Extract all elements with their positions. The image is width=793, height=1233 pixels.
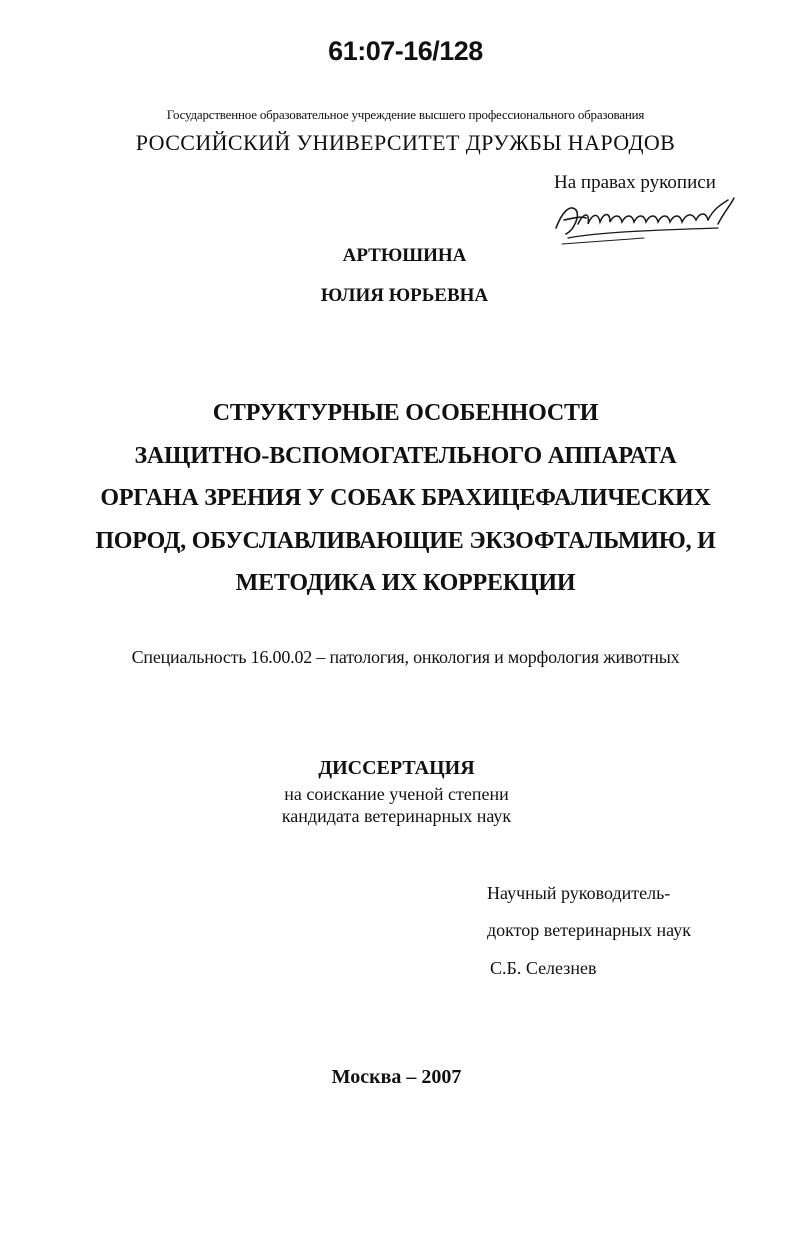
title-line: ПОРОД, ОБУСЛАВЛИВАЮЩИЕ ЭКЗОФТАЛЬМИЮ, И (95, 527, 716, 554)
title-line: МЕТОДИКА ИХ КОРРЕКЦИИ (235, 570, 576, 596)
manuscript-note: На правах рукописи (554, 172, 716, 193)
supervisor-name: С.Б. Селезнев (490, 958, 597, 978)
degree-line-1: на соискание ученой степени (284, 784, 509, 804)
title-line: ОРГАНА ЗРЕНИЯ У СОБАК БРАХИЦЕФАЛИЧЕСКИХ (100, 485, 711, 511)
author-given-names: ЮЛИЯ ЮРЬЕВНА (320, 285, 489, 306)
specialty-line: Специальность 16.00.02 – патология, онкология и морфология животных (131, 647, 680, 667)
degree-line-2: кандидата ветеринарных наук (281, 806, 512, 826)
title-line: ЗАЩИТНО-ВСПОМОГАТЕЛЬНОГО АППАРАТА (134, 442, 677, 469)
author-surname: АРТЮШИНА (342, 245, 467, 266)
university-name: РОССИЙСКИЙ УНИВЕРСИТЕТ ДРУЖБЫ НАРОДОВ (135, 130, 676, 155)
supervisor-degree: доктор ветеринарных наук (487, 920, 691, 940)
institution-name: Государственное образовательное учреждение высшего профессионального образования (166, 107, 645, 122)
title-line: СТРУКТУРНЫЕ ОСОБЕННОСТИ (212, 400, 599, 426)
dissertation-heading: ДИССЕРТАЦИЯ (318, 757, 475, 779)
author-signature (548, 190, 748, 252)
supervisor-role: Научный руководитель- (487, 883, 671, 903)
archive-code: 61:07-16/128 (328, 36, 483, 66)
dissertation-title (0, 392, 793, 605)
city-year: Москва – 2007 (331, 1066, 462, 1088)
